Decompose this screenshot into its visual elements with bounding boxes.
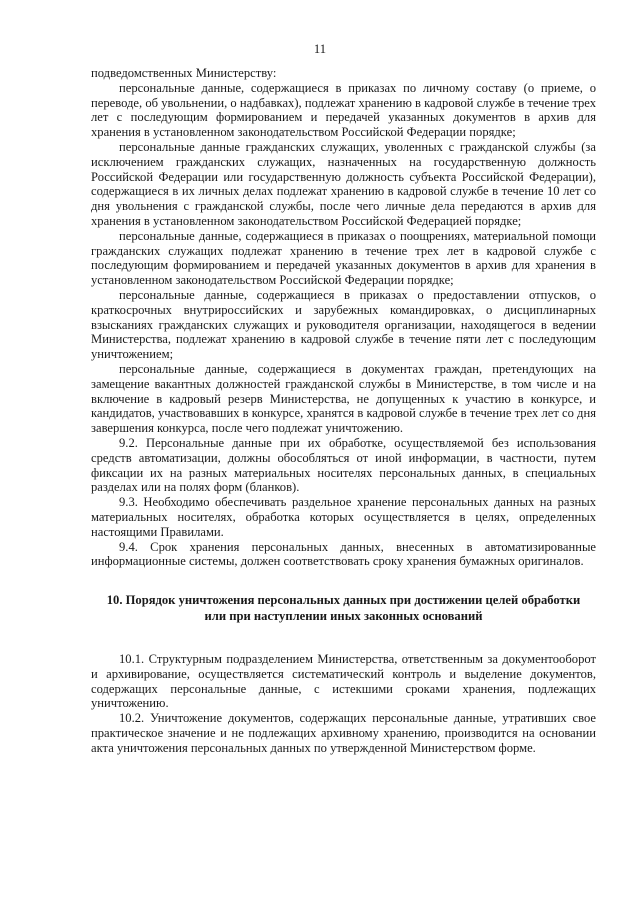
paragraph: персональные данные, содержащиеся в приказах о предоставлении отпусков, о краткосрочных внутрироссийских и зарубежных командировках, о дисциплинарных взысканиях гражданских служащих и руководителя организации, находящегося в ведении Министерства, подлежат хранению в кадровой службе в течение пяти лет с последующим уничтожением; (91, 287, 596, 362)
paragraph: 10.1. Структурным подразделением Министерства, ответственным за документооборот и архивирование, осуществляется систематический контроль и выделение документов, содержащих персональные данные, с истекшими сроками хранения, подлежащих уничтожению. (91, 652, 596, 711)
section-heading (91, 593, 596, 624)
section-heading-line-1: 10. Порядок уничтожения персональных данных при достижении целей обработки (106, 593, 581, 608)
paragraphs-before (91, 66, 596, 569)
paragraphs-after (91, 652, 596, 756)
document-body (91, 66, 596, 756)
section-heading-line-2: или при наступлении иных законных оснований (204, 608, 483, 623)
paragraph: персональные данные, содержащиеся в приказах по личному составу (о приеме, о переводе, об увольнении, о надбавках), подлежат хранению в кадровой службе в течение трех лет с последующим формированием и передачей указанных документов в архив для хранения в установленном законодательством Российской Федерации порядке; (91, 80, 596, 140)
paragraph: 10.2. Уничтожение документов, содержащих персональные данные, утративших свое практическое значение и не подлежащих архивному хранению, производится на основании акта уничтожения персональных данных по утвержденной Министерством форме. (91, 711, 596, 755)
paragraph: 9.2. Персональные данные при их обработке, осуществляемой без использования средств автоматизации, должны обособляться от иной информации, в частности, путем фиксации их на разных материальных носителях персональных данных, в специальных разделах или на полях форм (бланков). (91, 435, 596, 495)
page-number: 11 (313, 42, 327, 56)
paragraph: персональные данные, содержащиеся в приказах о поощрениях, материальной помощи гражданских служащих подлежат хранению в течение трех лет в кадровой службе с последующим формированием и передачей указанных документов в архив для хранения в установленном законодательством Российской Федерации порядке; (91, 228, 596, 288)
paragraph: персональные данные гражданских служащих, уволенных с гражданской службы (за исключением гражданских служащих, назначенных на государственную должность Российской Федерации или государственную должность субъекта Российской Федерации), содержащиеся в их личных делах подлежат хранению в кадровой службе в течение 10 лет со дня увольнения с гражданской службы, после чего личные дела передаются в архив для хранения в установленном законодательством Российской Федерацией порядке; (91, 139, 596, 228)
paragraph: подведомственных Министерству: (91, 66, 277, 80)
paragraph: 9.3. Необходимо обеспечивать раздельное хранение персональных данных на разных материальных носителях, обработка которых осуществляется в целях, определенных настоящими Правилами. (91, 495, 596, 539)
paragraph: персональные данные, содержащиеся в документах граждан, претендующих на замещение вакантных должностей гражданской службы в Министерстве, в том числе и на включение в кадровый резерв Министерства, не допущенных к участию в конкурсе, и кандидатов, участвовавших в конкурсе, хранятся в кадровой службе в течение трех лет со дня завершения конкурса, после чего подлежат уничтожению. (91, 361, 596, 436)
paragraph: 9.4. Срок хранения персональных данных, внесенных в автоматизированные информационные системы, должен соответствовать сроку хранения бумажных оригиналов. (91, 539, 596, 569)
